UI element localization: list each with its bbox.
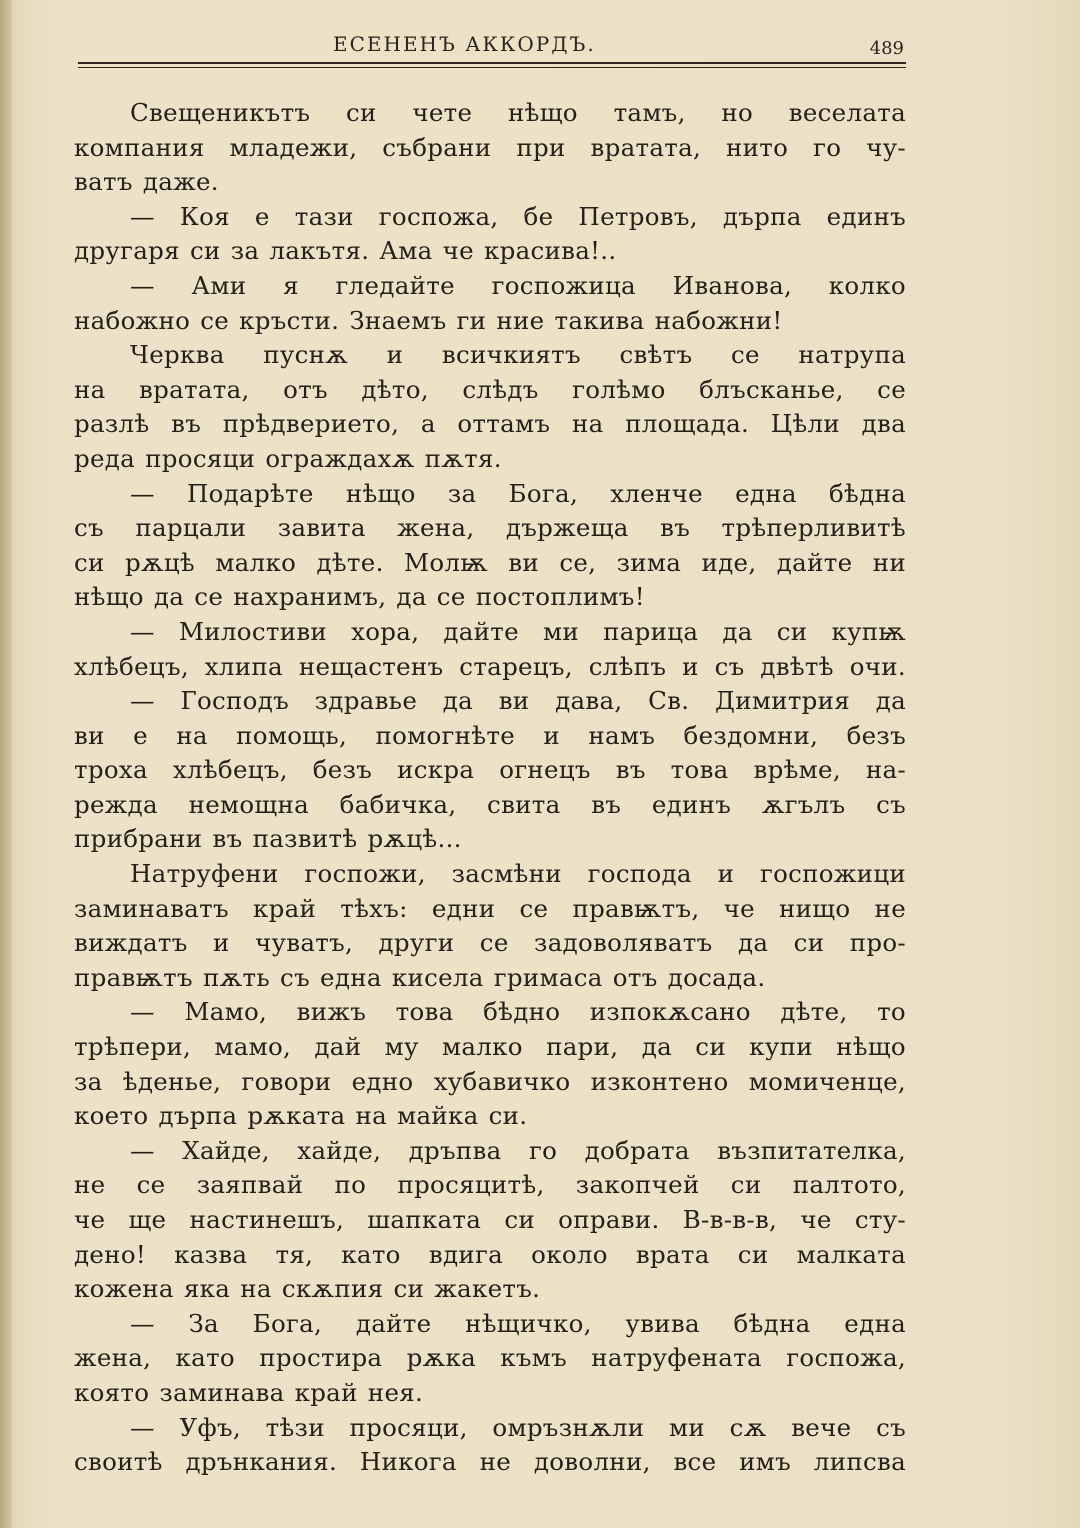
text-line: жена, като простира рѫка къмъ натруфената госпожа, [74, 1343, 906, 1373]
header-rule-thin [78, 67, 906, 68]
text-line: която заминава край нея. [74, 1377, 424, 1407]
text-line: Свещеникътъ си чете нѣщо тамъ, но веселата [130, 98, 906, 127]
text-line: правѭтъ пѫть съ една кисела гримаса отъ досада. [74, 962, 766, 992]
text-line: компания младежи, събрани при вратата, нито го чу- [74, 132, 906, 162]
text-line: — Уфъ, тѣзи просяци, омръзнѫли ми сѫ вече съ [130, 1412, 906, 1442]
text-line: хлѣбецъ, хлипа нещастенъ старецъ, слѣпъ и съ двѣтѣ очи. [74, 651, 906, 681]
text-line: набожно се кръсти. Знаемъ ги ние такива набожни! [74, 305, 783, 335]
text-line: прибрани въ пазвитѣ рѫцѣ... [74, 824, 462, 854]
text-line: — Мамо, вижъ това бѣдно изпокѫсано дѣте, то [130, 997, 906, 1027]
text-line: виждатъ и чуватъ, други се задоволяватъ да си про- [74, 928, 906, 958]
text-line: своитѣ дрънкания. Никога не доволни, все имъ липсва [74, 1447, 906, 1477]
body-text [74, 96, 906, 1480]
text-line: ви е на помощь, помогнѣте и намъ бездомни, безъ [74, 720, 906, 750]
text-line: — Коя е тази госпожа, бе Петровъ, дърпа единъ [130, 201, 906, 231]
text-line: троха хлѣбецъ, безъ искра огнецъ въ това врѣме, на- [74, 755, 906, 785]
page-gutter [0, 0, 12, 1528]
text-line: на вратата, отъ дѣто, слѣдъ голѣмо блъсканье, се [74, 374, 906, 404]
text-line: режда немощна бабичка, свита въ единъ ѫгълъ съ [74, 789, 906, 819]
text-line: — За Бога, дайте нѣщичко, увива бѣдна една [130, 1308, 906, 1338]
text-line: че ще настинешъ, шапката си оправи. В-в-в-в, че сту- [74, 1205, 906, 1234]
header-rule-thick [78, 62, 906, 64]
text-line: кожена яка на скѫпия си жакетъ. [74, 1274, 541, 1304]
text-line: разлѣ въ прѣдверието, а оттамъ на площада. Цѣли два [74, 409, 906, 439]
text-line: — Господъ здравье да ви дава, Св. Димитрия да [130, 686, 906, 716]
page-number: 489 [869, 38, 904, 59]
text-line: дено! казва тя, като вдига около врата си малката [74, 1239, 906, 1269]
text-line: — Хайде, хайде, дръпва го добрата възпитателка, [130, 1135, 906, 1165]
text-line: трѣпери, мамо, дай му малко пари, да си купи нѣщо [74, 1032, 906, 1062]
text-line: не се заяпвай по просяцитѣ, закопчей си палтото, [74, 1170, 906, 1200]
text-line: другаря си за лакътя. Ама че красива!.. [74, 236, 617, 266]
text-line: си рѫцѣ малко дѣте. Молѭ ви се, зима иде, дайте ни [74, 547, 906, 577]
text-line: заминаватъ край тѣхъ: едни се правѭтъ, че нищо не [74, 893, 906, 923]
text-line: съ парцали завита жена, държеща въ трѣперливитѣ [74, 513, 906, 543]
running-title: ЕСЕНЕНЪ АККОРДЪ. [333, 32, 596, 56]
page-header [78, 28, 906, 62]
text-line: ватъ даже. [74, 167, 219, 197]
text-line: Натруфени госпожи, засмѣни господа и госпожици [130, 859, 906, 889]
text-line: за ѣденье, говори едно хубавичко изконтено момиченце, [74, 1066, 906, 1096]
text-line: — Ами я гледайте госпожица Иванова, колко [130, 270, 906, 300]
text-line: реда просяци ограждахѫ пѫтя. [74, 443, 502, 473]
text-line: — Милостиви хора, дайте ми парица да си купѭ [130, 616, 906, 646]
text-line: нѣщо да се нахранимъ, да се постоплимъ! [74, 582, 645, 612]
text-line: което дърпа рѫката на майка си. [74, 1101, 528, 1131]
text-line: Черква пуснѫ и всичкиятъ свѣтъ се натрупа [130, 340, 906, 370]
text-line: — Подарѣте нѣщо за Бога, хленче една бѣдна [130, 478, 906, 508]
